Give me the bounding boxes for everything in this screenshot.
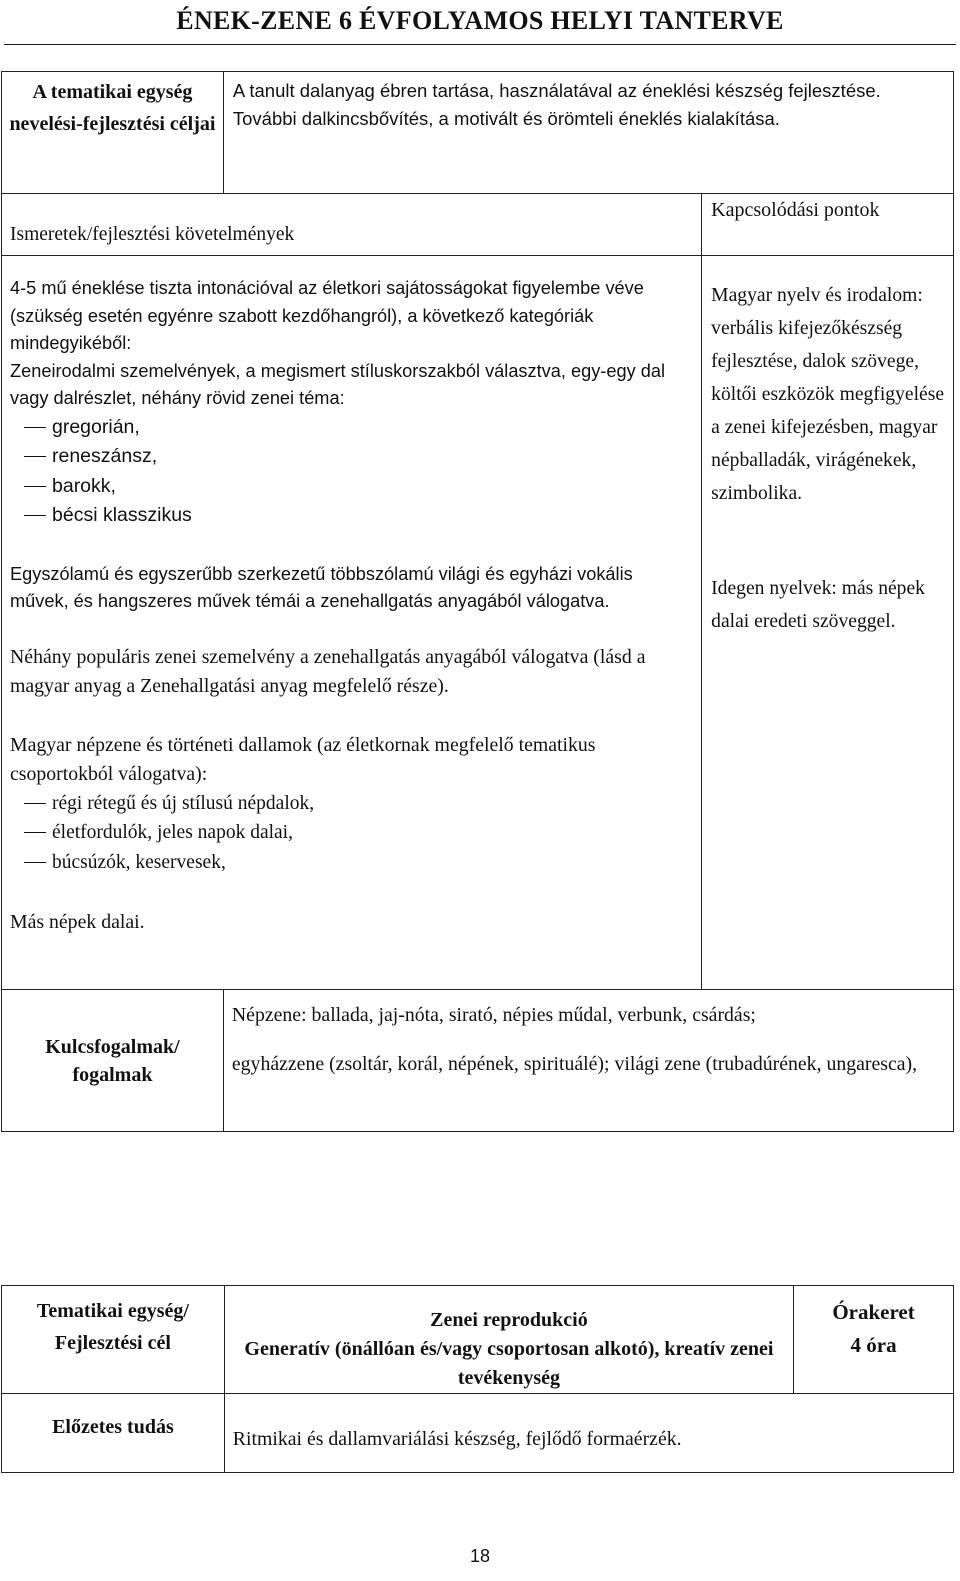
list-item: gregorián, xyxy=(10,413,693,443)
prereq-label-cell xyxy=(2,1394,225,1473)
requirement-popular: Néhány populáris zenei szemelvény a zenehallgatás anyagából válogatva (lásd a magyar anyag a Zenehallgatási anyag megfelelő része). xyxy=(10,645,646,697)
dash-bullet-icon xyxy=(24,832,46,833)
unit-table xyxy=(1,71,954,1132)
goal-text: A tanult dalanyag ébren tartása, használatával az éneklési készség fejlesztése. További dalkincsbővítés, a motivált és örömteli éneklés kialakítása. xyxy=(232,80,881,129)
dash-bullet-icon xyxy=(24,456,46,457)
list-item: bécsi klasszikus xyxy=(10,501,693,531)
requirement-literature: Zeneirodalmi szemelvények, a megismert stíluskorszakból választva, egy-egy dal vagy dalrészlet, néhány rövid zenei téma: xyxy=(10,360,666,408)
hours-value: 4 óra xyxy=(850,1333,897,1357)
prereq-text: Ritmikai és dallamvariálási készség, fejlődő formaérzék. xyxy=(232,1428,682,1450)
keywords-folk: Népzene: ballada, jaj-nóta, sirató, népies műdal, verbunk, csárdás; xyxy=(231,1004,756,1026)
dash-bullet-icon xyxy=(24,515,46,516)
keywords-label: Kulcsfogalmak/ fogalmak xyxy=(45,1035,180,1086)
connections-header-cell xyxy=(702,194,954,256)
list-item: életfordulók, jeles napok dalai, xyxy=(10,818,693,848)
dash-bullet-icon xyxy=(24,427,46,428)
list-item: régi rétegű és új stílusú népdalok, xyxy=(10,789,693,819)
requirements-header-cell xyxy=(2,194,702,256)
style-period-list xyxy=(10,413,693,531)
keywords-label-cell xyxy=(2,990,224,1132)
unit-title: Zenei reprodukció xyxy=(430,1309,588,1331)
keywords-church-secular: egyházzene (zsoltár, korál, népének, spirituálé); világi zene (trubadúrének, ungaresca), xyxy=(231,1052,918,1075)
requirement-folk: Magyar népzene és történeti dallamok (az életkornak megfelelő tematikus csoportokból válogatva): xyxy=(10,733,596,785)
page-number: 18 xyxy=(469,1546,491,1566)
goal-label-cell xyxy=(2,72,224,194)
requirement-vocal-works: Egyszólamú és egyszerűbb szerkezetű többszólamú világi és egyházi vokális művek, és hangszeres művek témái a zenehallgatás anyagából válogatva. xyxy=(10,563,633,611)
keywords-cell xyxy=(223,990,953,1132)
header-divider xyxy=(4,44,956,45)
unit-table-2 xyxy=(1,1285,954,1473)
unit-label: Tematikai egység/ Fejlesztési cél xyxy=(36,1300,189,1354)
unit-title-cell xyxy=(224,1286,793,1394)
page-header xyxy=(0,0,960,48)
prereq-label: Előzetes tudás xyxy=(52,1416,174,1438)
goal-text-cell xyxy=(223,72,953,194)
dash-bullet-icon xyxy=(24,486,46,487)
hours-label: Órakeret xyxy=(832,1300,915,1324)
folk-song-list xyxy=(10,789,693,878)
unit-label-cell xyxy=(2,1286,225,1394)
list-item: barokk, xyxy=(10,472,693,502)
requirements-cell xyxy=(2,256,702,990)
connection-hungarian: Magyar nyelv és irodalom: verbális kifejezőkészség fejlesztése, dalok szövege, költői eszközök megfigyelése a zenei kifejezésben, magyar népballadák, virágénekek, szimbolika. xyxy=(711,285,945,504)
requirement-intro: 4-5 mű éneklése tiszta intonációval az életkori sajátosságokat figyelembe véve (szükség esetén egyénre szabott kezdőhangról), a következő kategóriák mindegyikéből: xyxy=(10,278,644,353)
requirements-header: Ismeretek/fejlesztési követelmények xyxy=(10,223,295,245)
connection-foreign-languages: Idegen nyelvek: más népek dalai eredeti szöveggel. xyxy=(711,578,925,632)
requirement-other-peoples: Más népek dalai. xyxy=(10,911,145,933)
connections-cell xyxy=(702,256,954,990)
unit-subtitle: Generatív (önállóan és/vagy csoportosan alkotó), kreatív zenei tevékenység xyxy=(244,1338,774,1389)
connections-header: Kapcsolódási pontok xyxy=(711,199,880,221)
prereq-cell xyxy=(224,1394,953,1473)
list-item: reneszánsz, xyxy=(10,442,693,472)
document-title: ÉNEK-ZENE 6 ÉVFOLYAMOS HELYI TANTERVE xyxy=(176,6,784,35)
dash-bullet-icon xyxy=(24,862,46,863)
list-item: búcsúzók, keservesek, xyxy=(10,848,693,878)
hours-cell xyxy=(794,1286,954,1394)
goal-label: A tematikai egység nevelési-fejlesztési céljai xyxy=(9,81,216,135)
dash-bullet-icon xyxy=(24,803,46,804)
